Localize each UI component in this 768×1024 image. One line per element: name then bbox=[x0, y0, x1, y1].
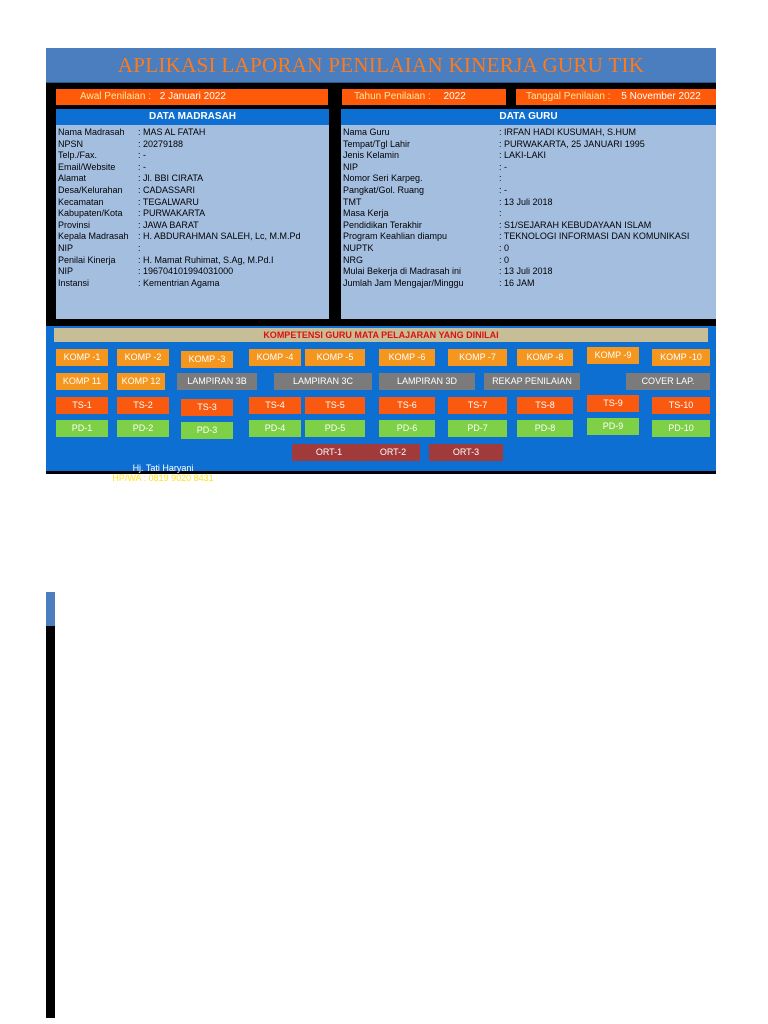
info-row-value: : S1/SEJARAH KEBUDAYAAN ISLAM bbox=[499, 219, 652, 230]
tahun-penilaian-value: 2022 bbox=[443, 91, 466, 102]
komp-button-4[interactable]: KOMP -4 bbox=[249, 349, 301, 366]
info-row-label: Desa/Kelurahan bbox=[58, 184, 123, 195]
info-row bbox=[56, 243, 329, 255]
komp-11-button[interactable]: KOMP 11 bbox=[56, 373, 108, 390]
info-row-value: : IRFAN HADI KUSUMAH, S.HUM bbox=[499, 127, 637, 137]
info-row bbox=[341, 150, 716, 162]
info-row-label: Nama Madrasah bbox=[58, 127, 125, 137]
data-guru-rows bbox=[341, 127, 716, 289]
komp-button-6[interactable]: KOMP -6 bbox=[379, 349, 435, 366]
awal-penilaian-label: Awal Penilaian : bbox=[80, 91, 151, 102]
data-guru-heading: DATA GURU bbox=[341, 109, 716, 125]
pd-button-10[interactable]: PD-10 bbox=[652, 420, 710, 437]
lampiran-3d-button[interactable]: LAMPIRAN 3D bbox=[379, 373, 475, 390]
ts-button-2[interactable]: TS-2 bbox=[117, 397, 169, 414]
pd-button-6[interactable]: PD-6 bbox=[379, 420, 435, 437]
credit-phone: HP/WA : 0819 9020 8431 bbox=[112, 473, 214, 483]
info-row bbox=[56, 162, 329, 174]
komp-button-9[interactable]: KOMP -9 bbox=[587, 347, 639, 364]
data-guru-panel bbox=[341, 109, 716, 319]
pd-button-3[interactable]: PD-3 bbox=[181, 422, 233, 439]
info-row-label: Penilai Kinerja bbox=[58, 254, 116, 265]
komp-12-button[interactable]: KOMP 12 bbox=[117, 373, 165, 390]
ort-button-2[interactable]: ORT-2 bbox=[366, 444, 420, 461]
app-window bbox=[46, 48, 716, 483]
info-row-value: : 196704101994031000 bbox=[138, 266, 234, 277]
info-row bbox=[56, 150, 329, 162]
pd-button-5[interactable]: PD-5 bbox=[305, 420, 365, 437]
info-row-value: : H. ABDURAHMAN SALEH, Lc, M.M.Pd bbox=[138, 231, 301, 242]
info-row-value: : - bbox=[499, 161, 507, 172]
info-row-label: Masa Kerja bbox=[343, 208, 389, 219]
info-row bbox=[341, 231, 716, 243]
info-row-value: : 0 bbox=[499, 254, 510, 265]
info-row-label: Telp./Fax. bbox=[58, 150, 98, 161]
info-row-value: : - bbox=[138, 150, 146, 161]
info-row-label: Nama Guru bbox=[343, 127, 390, 137]
info-row-label: Email/Website bbox=[58, 161, 116, 172]
lampiran-3c-button[interactable]: LAMPIRAN 3C bbox=[274, 373, 372, 390]
info-row-label: Pendidikan Terakhir bbox=[343, 219, 422, 230]
tahun-penilaian-label: Tahun Penilaian : bbox=[354, 91, 431, 102]
info-row-value: : TEKNOLOGI INFORMASI DAN KOMUNIKASI bbox=[499, 231, 690, 242]
komp-button-7[interactable]: KOMP -7 bbox=[448, 349, 507, 366]
lampiran-3b-button[interactable]: LAMPIRAN 3B bbox=[177, 373, 257, 390]
komp-button-1[interactable]: KOMP -1 bbox=[56, 349, 108, 366]
info-row-label: Mulai Bekerja di Madrasah ini bbox=[343, 266, 462, 277]
ort-button-1[interactable]: ORT-1 bbox=[292, 444, 366, 461]
info-row-label: Nomor Seri Karpeg. bbox=[343, 173, 423, 184]
info-row bbox=[56, 266, 329, 278]
info-row bbox=[341, 208, 716, 220]
ts-button-9[interactable]: TS-9 bbox=[587, 395, 639, 412]
info-row-value: : bbox=[499, 173, 502, 184]
tahun-penilaian-bar bbox=[342, 89, 506, 105]
info-row-label: NUPTK bbox=[343, 242, 374, 253]
credit-name: Hj. Tati Haryani bbox=[132, 463, 194, 473]
info-row bbox=[56, 231, 329, 243]
info-row-label: Kabupaten/Kota bbox=[58, 208, 123, 219]
data-madrasah-rows bbox=[56, 127, 329, 289]
info-row-label: Provinsi bbox=[58, 219, 91, 230]
info-row-label: TMT bbox=[343, 196, 362, 207]
rekap-penilaian-button[interactable]: REKAP PENILAIAN bbox=[484, 373, 580, 390]
title-bar bbox=[46, 48, 716, 83]
info-row-label: Jumlah Jam Mengajar/Minggu bbox=[343, 277, 464, 288]
cover-lap-button[interactable]: COVER LAP. bbox=[626, 373, 710, 390]
ts-button-3[interactable]: TS-3 bbox=[181, 399, 233, 416]
info-row-value: : MAS AL FATAH bbox=[138, 127, 206, 137]
info-row-value: : bbox=[138, 242, 141, 253]
info-row bbox=[341, 127, 716, 139]
info-row bbox=[56, 255, 329, 267]
info-row bbox=[341, 220, 716, 232]
info-row-value: : 20279188 bbox=[138, 138, 184, 149]
ts-button-4[interactable]: TS-4 bbox=[249, 397, 301, 414]
ts-button-1[interactable]: TS-1 bbox=[56, 397, 108, 414]
info-row bbox=[341, 266, 716, 278]
data-madrasah-panel bbox=[56, 109, 329, 319]
tanggal-penilaian-label: Tanggal Penilaian : bbox=[526, 91, 611, 102]
info-row-label: Pangkat/Gol. Ruang bbox=[343, 184, 425, 195]
info-row-value: : 13 Juli 2018 bbox=[499, 196, 553, 207]
ort-button-3[interactable]: ORT-3 bbox=[429, 444, 503, 461]
info-row bbox=[56, 127, 329, 139]
info-row-label: NPSN bbox=[58, 138, 84, 149]
komp-button-10[interactable]: KOMP -10 bbox=[652, 349, 710, 366]
second-window-edge bbox=[46, 592, 55, 1018]
pd-button-4[interactable]: PD-4 bbox=[249, 420, 301, 437]
info-row-label: Program Keahlian diampu bbox=[343, 231, 448, 242]
info-row bbox=[341, 139, 716, 151]
info-row-value: : JAWA BARAT bbox=[138, 219, 199, 230]
info-row bbox=[341, 185, 716, 197]
info-row-label: Jenis Kelamin bbox=[343, 150, 400, 161]
info-row-label: NIP bbox=[58, 266, 74, 277]
info-row-value: : 13 Juli 2018 bbox=[499, 266, 553, 277]
info-row-label: Kepala Madrasah bbox=[58, 231, 129, 242]
komp-button-2[interactable]: KOMP -2 bbox=[117, 349, 169, 366]
awal-penilaian-value: 2 Januari 2022 bbox=[159, 91, 226, 102]
info-row-value: : Jl. BBI CIRATA bbox=[138, 173, 204, 184]
ts-button-8[interactable]: TS-8 bbox=[517, 397, 573, 414]
kompetensi-heading: KOMPETENSI GURU MATA PELAJARAN YANG DINILAI bbox=[54, 328, 708, 342]
info-row-label: NIP bbox=[343, 161, 359, 172]
second-window-title-cap bbox=[46, 592, 55, 626]
ts-button-7[interactable]: TS-7 bbox=[448, 397, 507, 414]
komp-button-3[interactable]: KOMP -3 bbox=[181, 351, 233, 368]
info-row bbox=[56, 220, 329, 232]
info-row-label: Kecamatan bbox=[58, 196, 104, 207]
data-madrasah-heading: DATA MADRASAH bbox=[56, 109, 329, 125]
info-row-value: : H. Mamat Ruhimat, S.Ag, M.Pd.I bbox=[138, 254, 274, 265]
ts-button-5[interactable]: TS-5 bbox=[305, 397, 365, 414]
komp-button-5[interactable]: KOMP -5 bbox=[305, 349, 365, 366]
ts-button-6[interactable]: TS-6 bbox=[379, 397, 435, 414]
info-row-value: : Kementrian Agama bbox=[138, 277, 220, 288]
pd-button-8[interactable]: PD-8 bbox=[517, 420, 573, 437]
info-row bbox=[56, 278, 329, 290]
info-row-label: Instansi bbox=[58, 277, 90, 288]
info-row bbox=[341, 255, 716, 267]
info-row bbox=[56, 185, 329, 197]
app-title: APLIKASI LAPORAN PENILAIAN KINERJA GURU TIK bbox=[117, 53, 645, 77]
info-row-value: : PURWAKARTA, 25 JANUARI 1995 bbox=[499, 138, 645, 149]
info-row-label: Tempat/Tgl Lahir bbox=[343, 138, 411, 149]
info-row bbox=[341, 162, 716, 174]
info-row bbox=[56, 173, 329, 185]
ts-button-10[interactable]: TS-10 bbox=[652, 397, 710, 414]
info-row-value: : PURWAKARTA bbox=[138, 208, 206, 219]
info-row bbox=[341, 197, 716, 209]
info-row bbox=[56, 208, 329, 220]
info-row-label: Alamat bbox=[58, 173, 87, 184]
info-row-value: : 16 JAM bbox=[499, 277, 535, 288]
info-row-value: : - bbox=[499, 184, 507, 195]
info-row-value: : LAKI-LAKI bbox=[499, 150, 547, 161]
info-row bbox=[341, 278, 716, 290]
info-row bbox=[341, 173, 716, 185]
pd-button-7[interactable]: PD-7 bbox=[448, 420, 507, 437]
awal-penilaian-bar bbox=[56, 89, 328, 105]
pd-button-9[interactable]: PD-9 bbox=[587, 418, 639, 435]
info-row-value: : bbox=[499, 208, 502, 219]
info-row bbox=[341, 243, 716, 255]
info-row bbox=[56, 139, 329, 151]
info-row bbox=[56, 197, 329, 209]
info-row-value: : 0 bbox=[499, 242, 510, 253]
info-row-value: : CADASSARI bbox=[138, 184, 196, 195]
komp-button-8[interactable]: KOMP -8 bbox=[517, 349, 573, 366]
info-row-value: : TEGALWARU bbox=[138, 196, 199, 207]
credit-block bbox=[108, 463, 218, 483]
tanggal-penilaian-value: 5 November 2022 bbox=[621, 91, 701, 102]
kompetensi-panel bbox=[46, 326, 716, 483]
tanggal-penilaian-bar bbox=[516, 89, 716, 105]
pd-button-2[interactable]: PD-2 bbox=[117, 420, 169, 437]
info-row-label: NIP bbox=[58, 242, 74, 253]
pd-button-1[interactable]: PD-1 bbox=[56, 420, 108, 437]
info-row-value: : - bbox=[138, 161, 146, 172]
info-row-label: NRG bbox=[343, 254, 363, 265]
